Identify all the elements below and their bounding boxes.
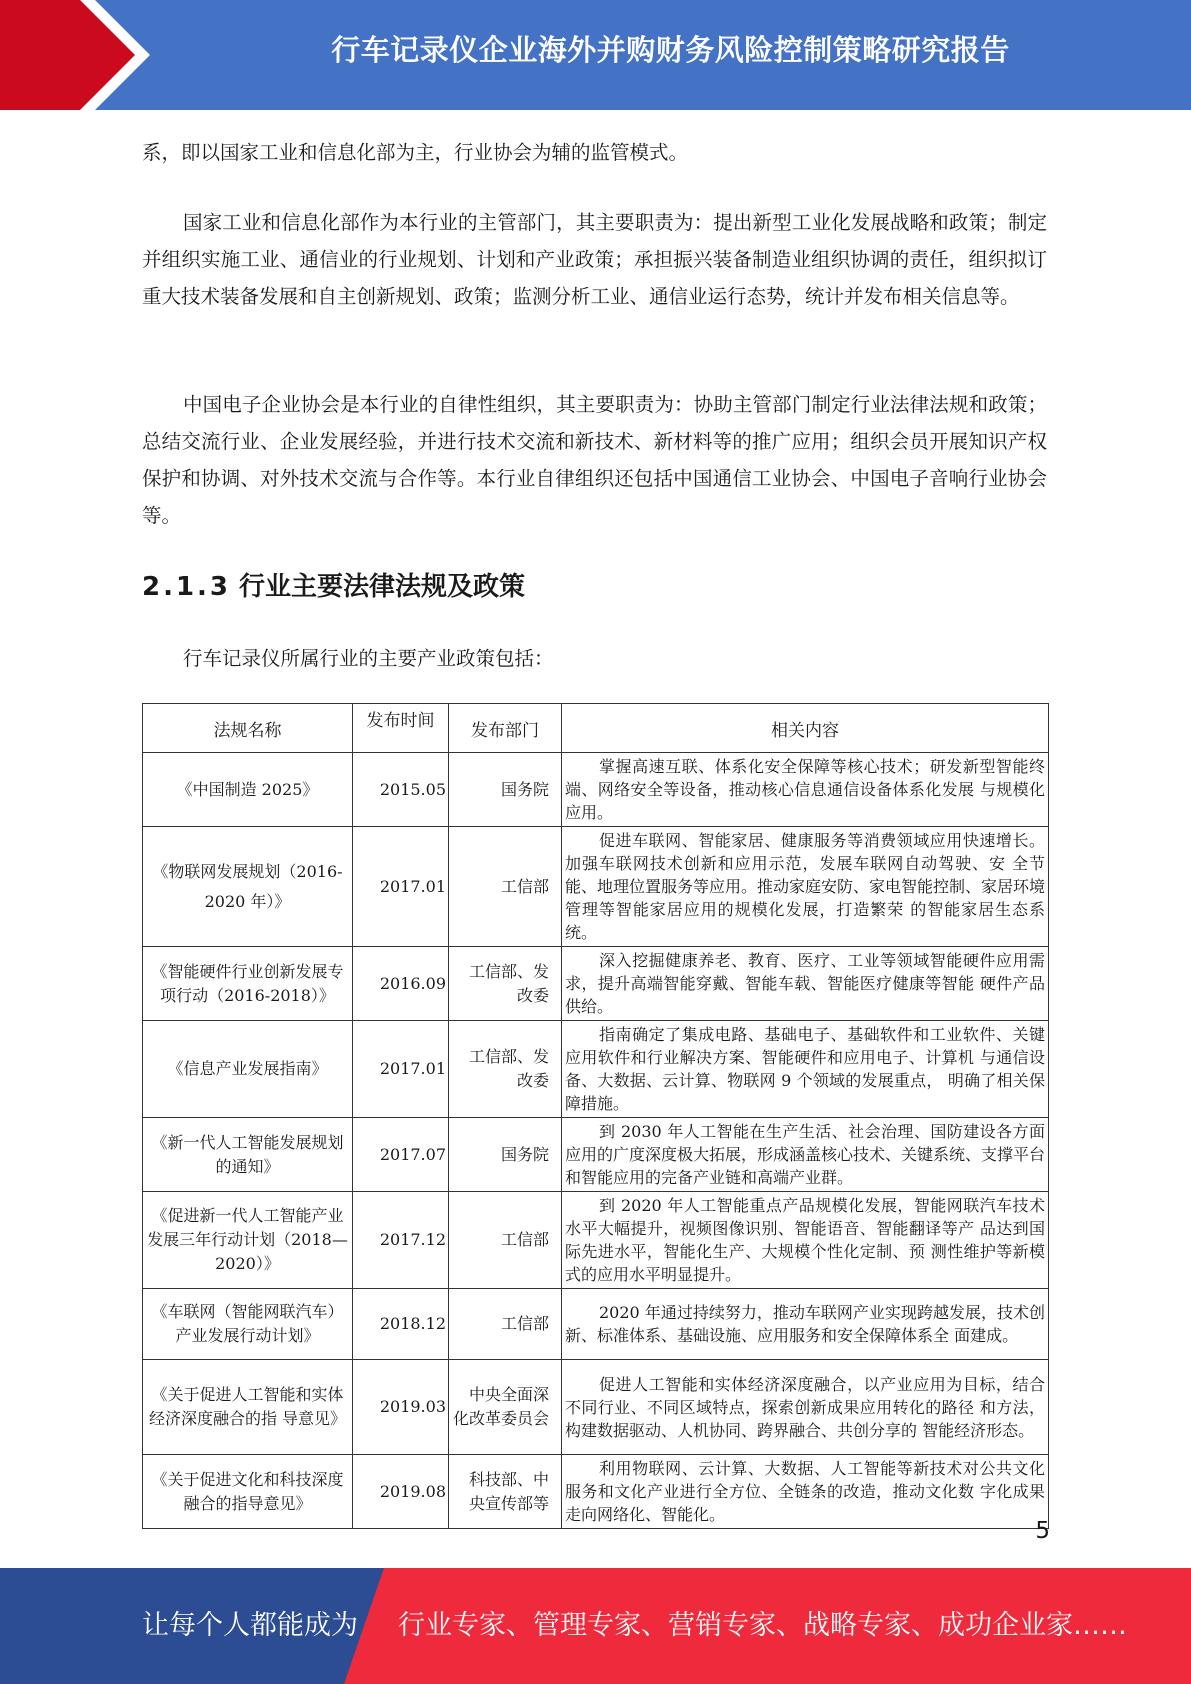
table-row (143, 1455, 1049, 1529)
cell-name: 《促进新一代人工智能产业发展三年行动计划（2018—2020）》 (143, 1192, 353, 1289)
cell-content: 促进车联网、智能家居、健康服务等消费领域应用快速增长。 加强车联网技术创新和应用示范，发展车联网自动驾驶、安 全节能、地理位置服务等应用。推动家庭安防、家电智能控制、家居环境管理等智能家居应用的规模化发展，打造繁荣 的智能家居生态系统。 (562, 827, 1049, 947)
table-intro: 行车记录仪所属行业的主要产业政策包括： (183, 647, 554, 670)
paragraph-association: 中国电子企业协会是本行业的自律性组织，其主要职责为：协助主管部门制定行业法律法规和政策；总结交流行业、企业发展经验，并进行技术交流和新技术、新材料等的推广应用；组织会员开展知识产权保护和协调、对外技术交流与合作等。本行业自律组织还包括中国通信工业协会、中国电子音响行业协会等。 (142, 393, 1047, 527)
column-header-dept: 发布部门 (449, 704, 562, 753)
footer-slogan-left: 让每个人都能成为 (142, 1610, 358, 1641)
table-header-row (143, 704, 1049, 753)
cell-name: 《关于促进文化和科技深度融合的指导意见》 (143, 1455, 353, 1529)
cell-dept: 工信部 (449, 1289, 562, 1360)
table-row (143, 1021, 1049, 1118)
cell-name: 《物联网发展规划（2016-2020 年）》 (143, 827, 353, 947)
cell-name: 《新一代人工智能发展规划的通知》 (143, 1118, 353, 1192)
table-row (143, 827, 1049, 947)
cell-content: 深入挖掘健康养老、教育、医疗、工业等领域智能硬件应用需求，提升高端智能穿戴、智能车载、智能医疗健康等智能 硬件产品供给。 (562, 947, 1049, 1021)
table-row (143, 1360, 1049, 1455)
paragraph-ministry: 国家工业和信息化部作为本行业的主管部门，其主要职责为：提出新型工业化发展战略和政策；制定并组织实施工业、通信业的行业规划、计划和产业政策；承担振兴装备制造业组织协调的责任，组织拟订重大技术装备发展和自主创新规划、政策；监测分析工业、通信业运行态势，统计并发布相关信息等。 (142, 211, 1047, 308)
cell-dept: 国务院 (449, 1118, 562, 1192)
cell-date: 2019.03 (353, 1360, 449, 1455)
cell-dept: 工信部、发 改委 (449, 1021, 562, 1118)
cell-date: 2017.12 (353, 1192, 449, 1289)
cell-content: 到 2020 年人工智能重点产品规模化发展，智能网联汽车技术水平大幅提升，视频图像识别、智能语音、智能翻译等产 品达到国际先进水平，智能化生产、大规模个性化定制、预 测性维护等新模式的应用水平明显提升。 (562, 1192, 1049, 1289)
section-title: 行业主要法律法规及政策 (239, 572, 526, 602)
cell-date: 2018.12 (353, 1289, 449, 1360)
policy-table (142, 703, 1049, 1529)
cell-dept: 工信部、发 改委 (449, 947, 562, 1021)
cell-name: 《关于促进人工智能和实体经济深度融合的指 导意见》 (143, 1360, 353, 1455)
cell-name: 《智能硬件行业创新发展专项行动（2016-2018）》 (143, 947, 353, 1021)
cell-date: 2016.09 (353, 947, 449, 1021)
paragraph-continuation: 系，即以国家工业和信息化部为主，行业协会为辅的监管模式。 (142, 141, 689, 164)
cell-dept: 工信部 (449, 827, 562, 947)
cell-dept: 国务院 (449, 753, 562, 827)
table-row (143, 947, 1049, 1021)
header-title: 行车记录仪企业海外并购财务风险控制策略研究报告 (331, 33, 1010, 67)
cell-content: 指南确定了集成电路、基础电子、基础软件和工业软件、关键应用软件和行业解决方案、智能硬件和应用电子、计算机 与通信设备、大数据、云计算、物联网 9 个领域的发展重点， 明确了相关保障措施。 (562, 1021, 1049, 1118)
cell-dept: 工信部 (449, 1192, 562, 1289)
cell-date: 2017.07 (353, 1118, 449, 1192)
section-number: 2.1.3 (142, 572, 232, 602)
cell-date: 2019.08 (353, 1455, 449, 1529)
cell-dept: 中央全面深 化改革委员会 (449, 1360, 562, 1455)
column-header-content: 相关内容 (562, 704, 1049, 753)
cell-content: 到 2030 年人工智能在生产生活、社会治理、国防建设各方面应用的广度深度极大拓展，形成涵盖核心技术、关键系统、支撑平台和智能应用的完备产业链和高端产业群。 (562, 1118, 1049, 1192)
table-row (143, 1289, 1049, 1360)
cell-date: 2017.01 (353, 1021, 449, 1118)
section-heading (142, 566, 525, 603)
table-row (143, 753, 1049, 827)
table-row (143, 1192, 1049, 1289)
cell-name: 《中国制造 2025》 (143, 753, 353, 827)
cell-content: 促进人工智能和实体经济深度融合，以产业应用为目标，结合不同行业、不同区域特点，探索创新成果应用转化的路径 和方法，构建数据驱动、人机协同、跨界融合、共创分享的 智能经济形态。 (562, 1360, 1049, 1455)
cell-name: 《信息产业发展指南》 (143, 1021, 353, 1118)
table-row (143, 1118, 1049, 1192)
cell-date: 2017.01 (353, 827, 449, 947)
column-header-date: 发布时间 (353, 704, 449, 753)
page-number: 5 (1035, 1518, 1050, 1544)
page-footer (0, 1568, 1191, 1684)
cell-content: 2020 年通过持续努力，推动车联网产业实现跨越发展，技术创新、标准体系、基础设施、应用服务和安全保障体系全 面建成。 (562, 1289, 1049, 1360)
cell-date: 2015.05 (353, 753, 449, 827)
cell-name: 《车联网（智能网联汽车）产业发展行动计划》 (143, 1289, 353, 1360)
cell-content: 利用物联网、云计算、大数据、人工智能等新技术对公共文化服务和文化产业进行全方位、全链条的改造，推动文化数 字化成果走向网络化、智能化。 (562, 1455, 1049, 1529)
policy-table-wrapper (142, 703, 1048, 1524)
page-header (0, 0, 1191, 110)
column-header-name: 法规名称 (143, 704, 353, 753)
cell-content: 掌握高速互联、体系化安全保障等核心技术；研发新型智能终端、网络安全等设备，推动核心信息通信设备体系化发展 与规模化应用。 (562, 753, 1049, 827)
cell-dept: 科技部、中 央宣传部等 (449, 1455, 562, 1529)
footer-slogan-right: 行业专家、管理专家、营销专家、战略专家、成功企业家…… (398, 1610, 1127, 1641)
